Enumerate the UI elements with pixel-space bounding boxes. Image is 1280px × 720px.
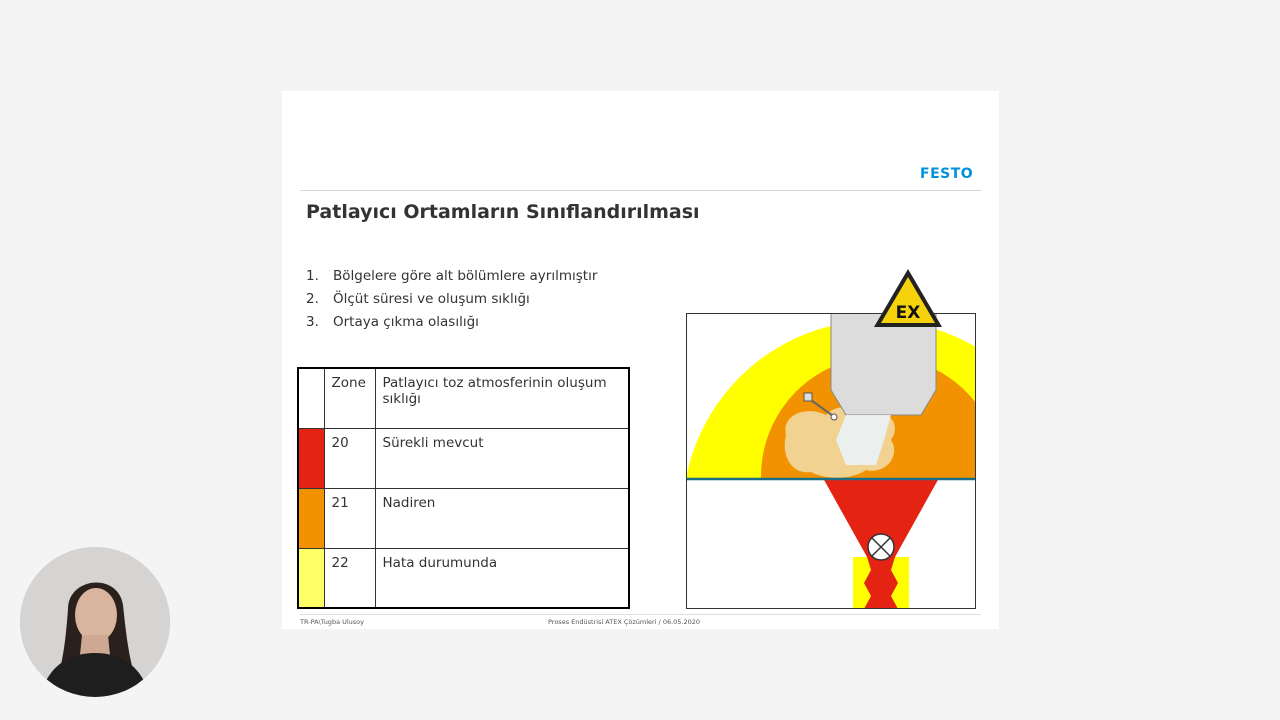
table-row — [298, 488, 629, 548]
bullet-list — [306, 268, 597, 337]
list-item — [306, 268, 597, 291]
table-row — [298, 548, 629, 608]
atex-zone-diagram — [686, 265, 976, 609]
zone-table — [297, 367, 630, 609]
zone-number: 20 — [324, 428, 375, 488]
list-item-number: 1. — [306, 268, 319, 284]
list-item — [306, 314, 597, 337]
footer-divider — [300, 614, 981, 615]
slide — [282, 91, 999, 629]
table-header-desc: Patlayıcı toz atmosferinin oluşum sıklığı — [375, 368, 629, 428]
festo-logo: FESTO — [920, 166, 974, 182]
zone-description: Nadiren — [375, 488, 629, 548]
presenter-video — [20, 547, 170, 697]
zone-description: Hata durumunda — [375, 548, 629, 608]
table-header-swatch — [298, 368, 324, 428]
list-item-text: Ortaya çıkma olasılığı — [333, 314, 479, 330]
silo — [831, 313, 936, 415]
table-header-row — [298, 368, 629, 428]
table-header-zone: Zone — [324, 368, 375, 428]
list-item-number: 2. — [306, 291, 319, 307]
zone-number: 22 — [324, 548, 375, 608]
footer-author: TR-PA\Tugba Ulusoy — [300, 618, 365, 626]
footer-title-date: Proses Endüstrisi ATEX Çözümleri / 06.05.2020 — [548, 618, 701, 626]
slide-title: Patlayıcı Ortamların Sınıflandırılması — [306, 201, 700, 223]
presenter-webcam — [20, 547, 170, 697]
header-divider — [300, 190, 981, 191]
zone-description: Sürekli mevcut — [375, 428, 629, 488]
table-row — [298, 428, 629, 488]
list-item-text: Ölçüt süresi ve oluşum sıklığı — [333, 291, 530, 307]
list-item-text: Bölgelere göre alt bölümlere ayrılmıştır — [333, 268, 598, 284]
zone-color-swatch — [298, 548, 324, 608]
ex-warning-sign-icon — [874, 269, 942, 327]
list-item-number: 3. — [306, 314, 319, 330]
zone-color-swatch — [298, 428, 324, 488]
zone-number: 21 — [324, 488, 375, 548]
lamp-icon — [868, 534, 894, 560]
list-item — [306, 291, 597, 314]
zone-color-swatch — [298, 488, 324, 548]
ex-sign-text: EX — [895, 303, 921, 323]
